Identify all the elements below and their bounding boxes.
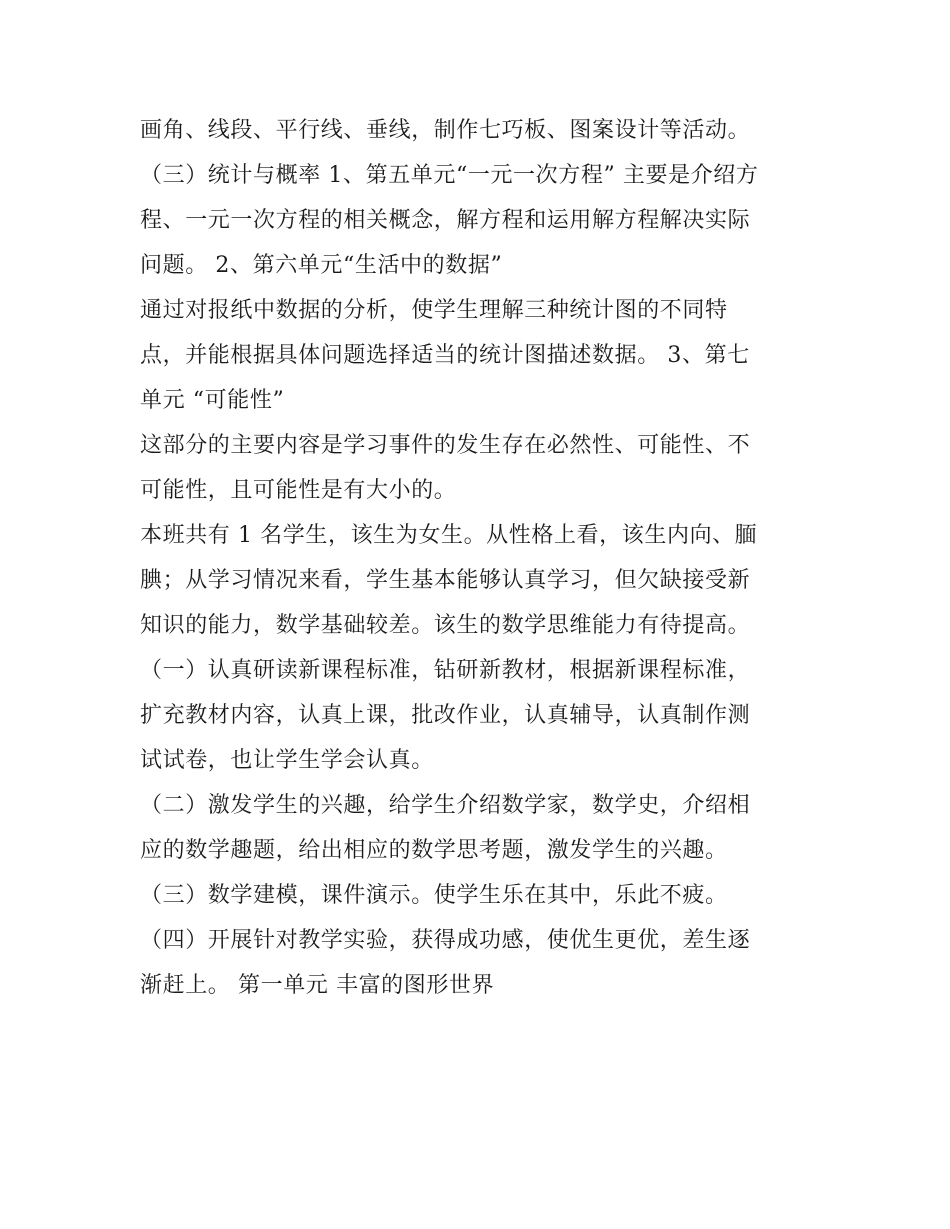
text-line: 可能性，且可能性是有大小的。	[140, 478, 457, 503]
text-line: 程、一元一次方程的相关概念，解方程和运用解方程解决实际	[140, 208, 751, 233]
text-line: （四）开展针对教学实验，获得成功感，使优生更优，差生逐	[140, 928, 751, 953]
text-line: 试试卷，也让学生学会认真。	[140, 748, 434, 773]
text-line: （三）数学建模，课件演示。使学生乐在其中，乐此不疲。	[140, 883, 728, 908]
text-line: 单元 “可能性”	[140, 388, 285, 413]
text-line: （一）认真研读新课程标准，钻研新教材，根据新课程标准，	[140, 658, 751, 683]
text-line: （二）激发学生的兴趣，给学生介绍数学家，数学史，介绍相	[140, 793, 751, 818]
text-line: 扩充教材内容，认真上课，批改作业，认真辅导，认真制作测	[140, 703, 751, 728]
text-line: 点，并能根据具体问题选择适当的统计图描述数据。 3、第七	[140, 343, 750, 368]
text-line: 腆；从学习情况来看，学生基本能够认真学习，但欠缺接受新	[140, 568, 751, 593]
text-line: 这部分的主要内容是学习事件的发生存在必然性、可能性、不	[140, 433, 751, 458]
text-line: 渐赶上。 第一单元 丰富的图形世界	[140, 973, 495, 998]
text-line: 知识的能力，数学基础较差。该生的数学思维能力有待提高。	[140, 613, 751, 638]
text-line: 问题。 2、第六单元“生活中的数据”	[140, 253, 503, 278]
text-line: 通过对报纸中数据的分析，使学生理解三种统计图的不同特	[140, 298, 728, 323]
text-line: （三）统计与概率 1、第五单元“一元一次方程” 主要是介绍方	[140, 163, 759, 188]
document-body	[140, 108, 820, 1008]
text-line: 应的数学趣题，给出相应的数学思考题，激发学生的兴趣。	[140, 838, 728, 863]
text-line: 画角、线段、平行线、垂线，制作七巧板、图案设计等活动。	[140, 118, 751, 143]
text-line: 本班共有 1 名学生，该生为女生。从性格上看，该生内向、腼	[140, 523, 758, 548]
